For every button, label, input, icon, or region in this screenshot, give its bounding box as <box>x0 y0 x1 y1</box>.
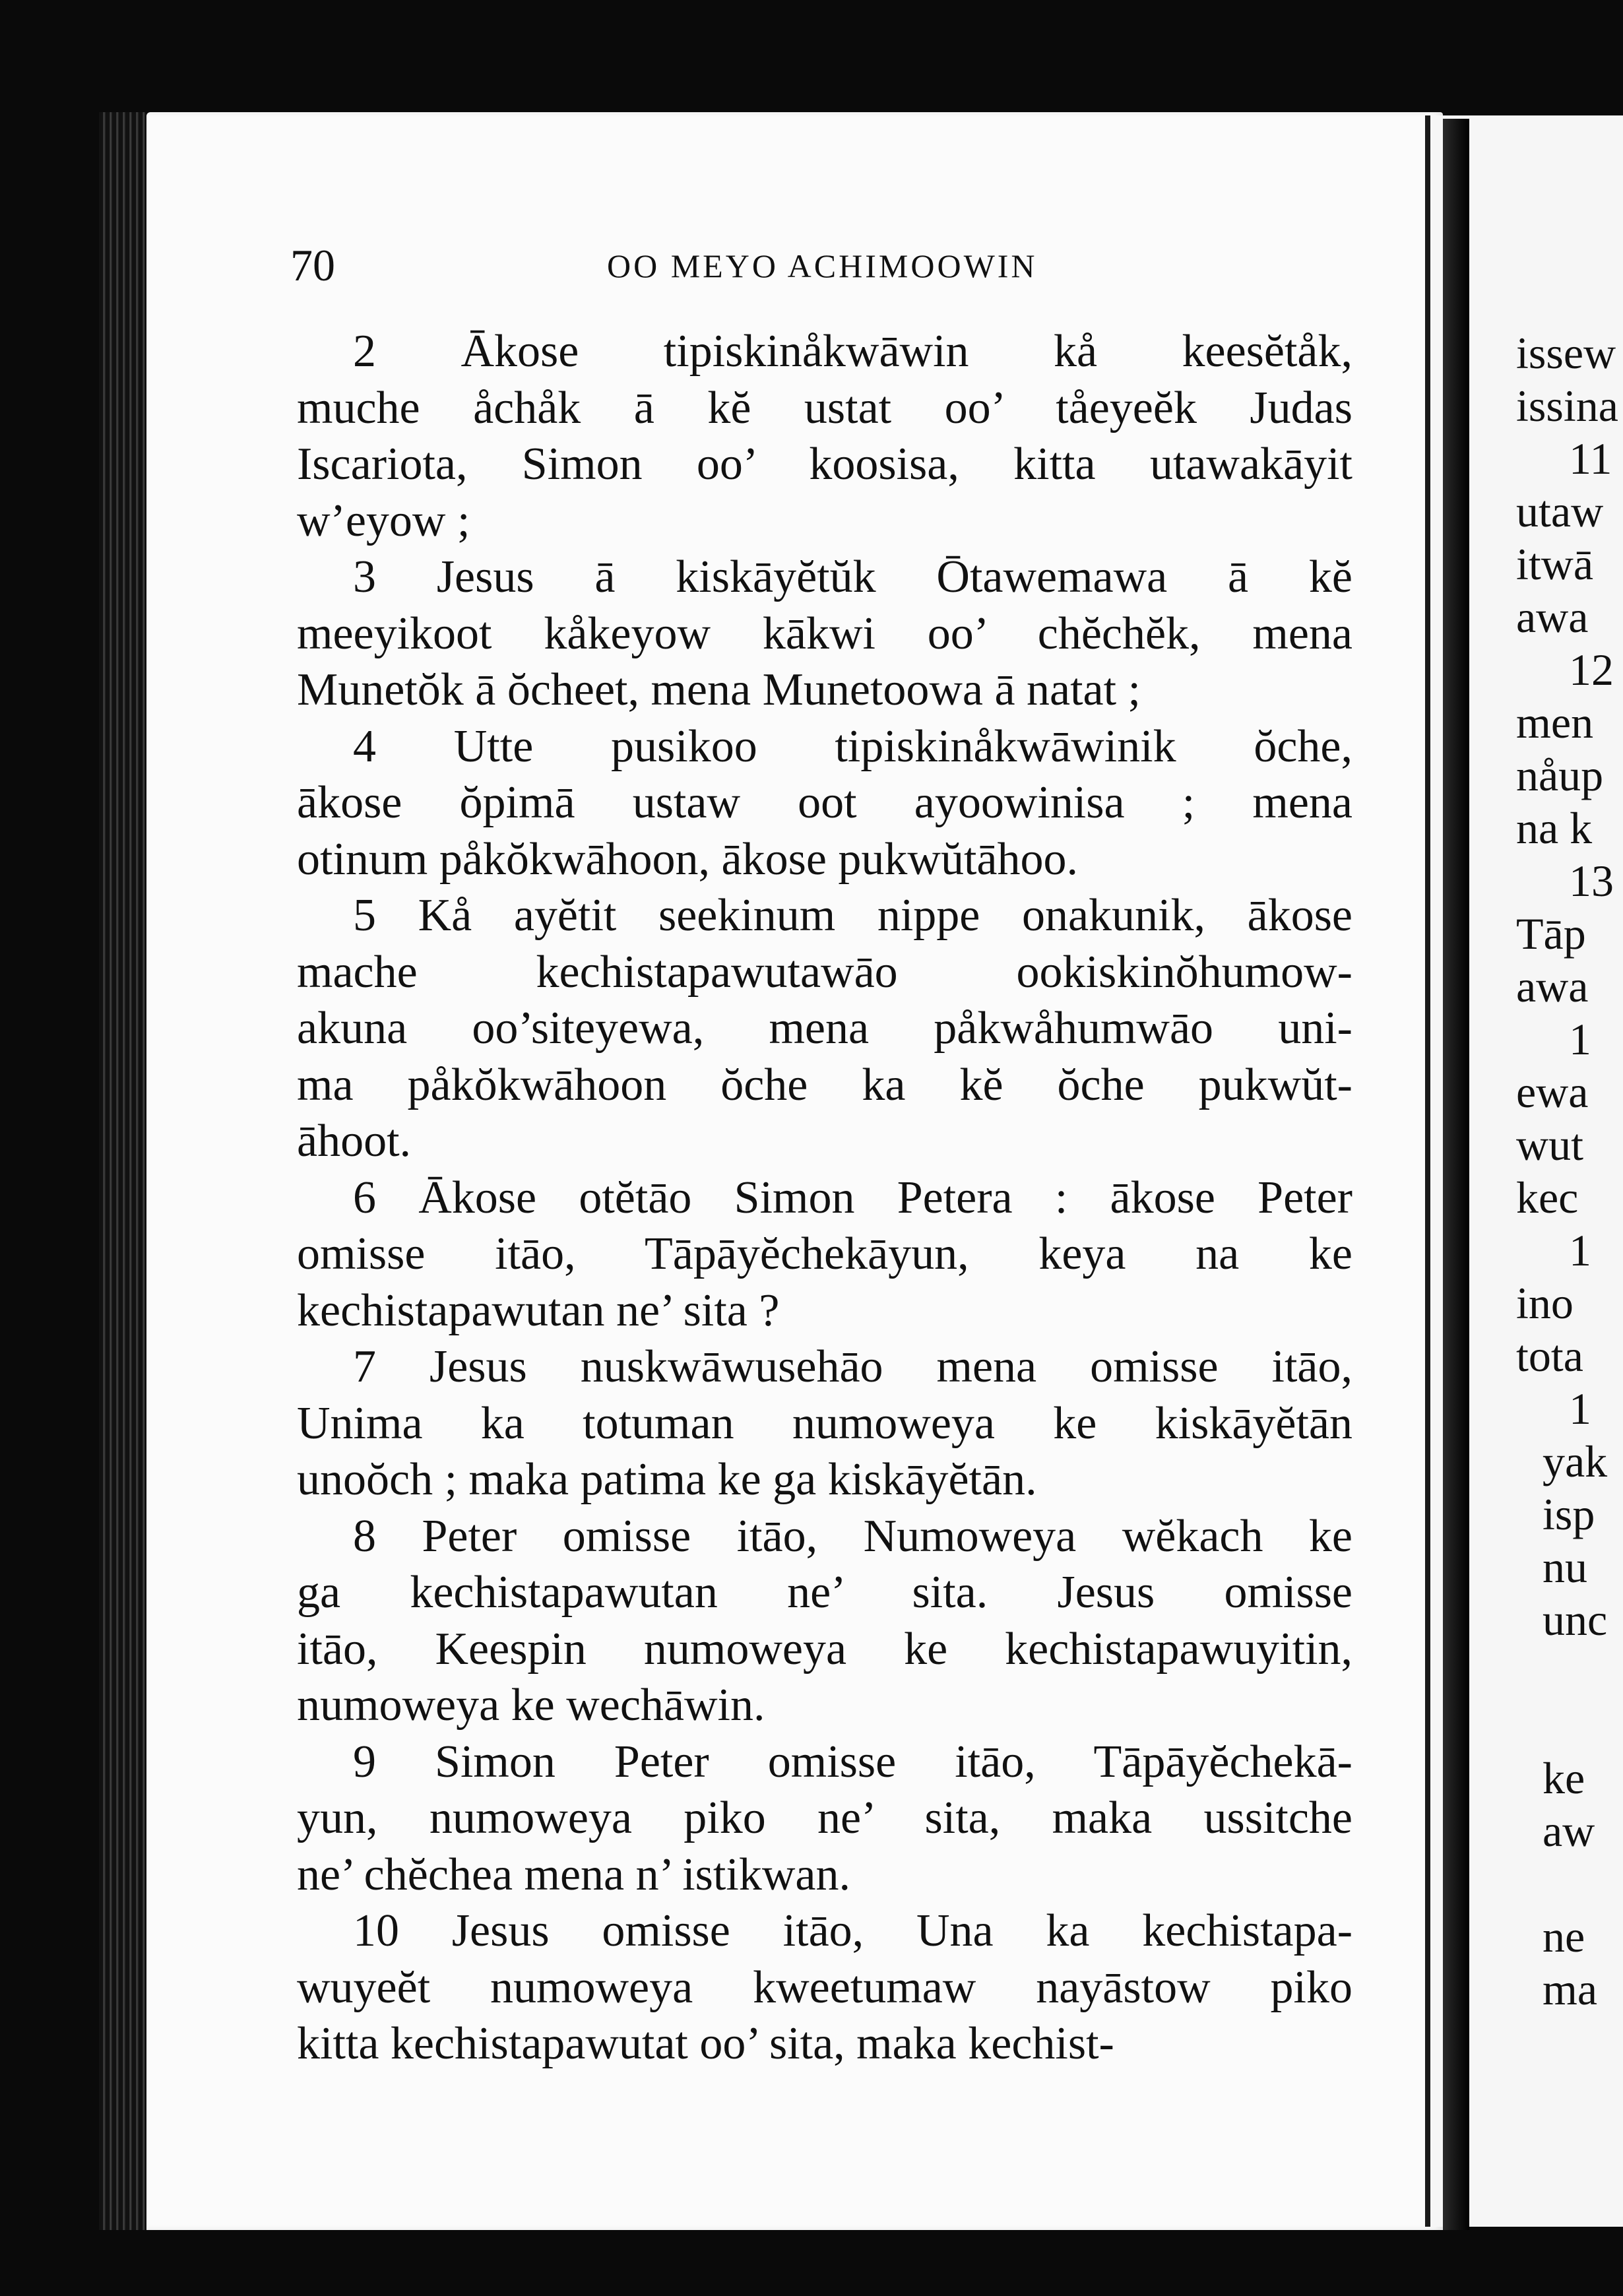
facing-page-text-fragment: 13 <box>1569 856 1614 906</box>
verse-line: muche åchåk ā kĕ ustat oo’ tåeyeĕk Judas <box>297 382 1352 433</box>
facing-page-text-fragment: men <box>1516 697 1594 748</box>
verse <box>297 718 1352 888</box>
verse <box>297 549 1352 718</box>
facing-page-text-fragment: 11 <box>1569 433 1612 484</box>
verse-line: ākose ŏpimā ustaw oot ayoowinisa ; mena <box>297 777 1352 828</box>
verse-line: meeyikoot kåkeyow kākwi oo’ chĕchĕk, mena <box>297 608 1352 659</box>
facing-page-text-fragment: Tāp <box>1516 909 1586 959</box>
verse-line: yun, numoweya piko ne’ sita, maka ussitche <box>297 1793 1352 1843</box>
verse-first-line: 7 Jesus nuskwāwusehāo mena omisse itāo, <box>353 1341 1352 1392</box>
facing-page-text-fragment: utaw <box>1516 486 1604 536</box>
verse-first-line: 3 Jesus ā kiskāyĕtŭk Ōtawemawa ā kĕ <box>353 552 1352 602</box>
verse-first-line: 9 Simon Peter omisse itāo, Tāpāyĕchekā- <box>353 1736 1352 1787</box>
verse-line: otinum påkŏkwāhoon, ākose pukwŭtāhoo. <box>297 833 1078 885</box>
facing-page-text-fragment: tota <box>1516 1331 1583 1381</box>
verse-line: ne’ chĕchea mena n’ istikwan. <box>297 1849 850 1900</box>
verse-line: unoŏch ; maka patima ke ga kiskāyĕtān. <box>297 1454 1037 1505</box>
verse <box>297 887 1352 1170</box>
verse-line: Unima ka totuman numoweya ke kiskāyĕtān <box>297 1397 1352 1449</box>
facing-page-text-fragment: 1 <box>1569 1384 1591 1434</box>
verse-first-line: 4 Utte pusikoo tipiskinåkwāwinik ŏche, <box>353 720 1352 772</box>
facing-page-text-fragment: ke <box>1543 1753 1585 1803</box>
facing-page-text-fragment: 1 <box>1569 1225 1591 1275</box>
verse-line: itāo, Keespin numoweya ke kechistapawuyitin, <box>297 1623 1352 1674</box>
facing-page-text-fragment: kec <box>1516 1172 1579 1223</box>
verse <box>297 1170 1352 1339</box>
facing-page-text-fragment: isp <box>1543 1489 1595 1539</box>
verse-first-line: 8 Peter omisse itāo, Numoweya wĕkach ke <box>353 1510 1352 1562</box>
verse-line: kechistapawutan ne’ sita ? <box>297 1285 780 1336</box>
verse-line: mache kechistapawutawāo ookiskinŏhumow- <box>297 946 1352 998</box>
facing-page-text-fragment: ne <box>1543 1911 1585 1961</box>
verse <box>297 1903 1352 2072</box>
verse-first-line: 6 Ākose otĕtāo Simon Petera : ākose Peter <box>353 1172 1352 1223</box>
verse-first-line: 10 Jesus omisse itāo, Una ka kechistapa- <box>353 1905 1352 1956</box>
verse <box>297 1339 1352 1508</box>
verse-first-line: 5 Kå ayĕtit seekinum nippe onakunik, ākose <box>353 890 1352 941</box>
facing-page-text-fragment: issina <box>1516 381 1618 431</box>
page-gutter <box>1443 119 1469 2230</box>
background-margin <box>0 2230 1623 2296</box>
page-number: 70 <box>290 240 335 290</box>
verse-line: Munetŏk ā ŏcheet, mena Munetoowa ā natat ; <box>297 664 1141 715</box>
verse-line: numoweya ke wechāwin. <box>297 1680 765 1731</box>
facing-page-text-fragment: 12 <box>1569 645 1614 695</box>
facing-page-text-fragment: itwā <box>1516 539 1594 589</box>
facing-page-text-fragment: aw <box>1543 1806 1595 1856</box>
verse <box>297 323 1352 549</box>
facing-page-text-fragment: awa <box>1516 961 1589 1011</box>
running-head <box>290 239 1412 292</box>
facing-page-text-fragment: ewa <box>1516 1067 1589 1117</box>
verse-line: kitta kechistapawutat oo’ sita, maka kechist- <box>297 2018 1114 2069</box>
verse-line: omisse itāo, Tāpāyĕchekāyun, keya na ke <box>297 1228 1352 1279</box>
verse <box>297 1734 1352 1903</box>
facing-page-text-fragment: awa <box>1516 592 1589 642</box>
facing-page-text-fragment: issew <box>1516 328 1616 378</box>
book-page-edges <box>99 112 145 2243</box>
verse-line: akuna oo’siteyewa, mena påkwåhumwāo uni- <box>297 1003 1352 1054</box>
verse-line: ga kechistapawutan ne’ sita. Jesus omisse <box>297 1567 1352 1618</box>
verse <box>297 1508 1352 1734</box>
verse-line: w’eyow ; <box>297 495 470 546</box>
verse-line: āhoot. <box>297 1116 412 1166</box>
facing-page-text-fragment: nu <box>1543 1542 1587 1592</box>
facing-page-text-fragment: ma <box>1543 1964 1598 2014</box>
facing-page-text-fragment: wut <box>1516 1120 1583 1170</box>
verse-first-line: 2 Ākose tipiskinåkwāwin kå keesĕtåk, <box>353 326 1352 377</box>
facing-page-text-fragment: nåup <box>1516 750 1604 800</box>
facing-page-text-fragment: yak <box>1543 1436 1608 1486</box>
verse-line: wuyeĕt numoweya kweetumaw nayāstow piko <box>297 1961 1352 2013</box>
facing-page-text-fragment: unc <box>1543 1595 1608 1645</box>
verse-line: ma påkŏkwāhoon ŏche ka kĕ ŏche pukwŭt- <box>297 1059 1352 1110</box>
facing-page-text-fragment: na k <box>1516 803 1593 853</box>
verse-text <box>297 323 1352 2072</box>
facing-page-text-fragment: ino <box>1516 1278 1574 1328</box>
verse-line: Iscariota, Simon oo’ koosisa, kitta utawakāyit <box>297 439 1352 490</box>
facing-page-text-fragment: 1 <box>1569 1014 1591 1064</box>
running-title: OO MEYO ACHIMOOWIN <box>607 247 1038 284</box>
